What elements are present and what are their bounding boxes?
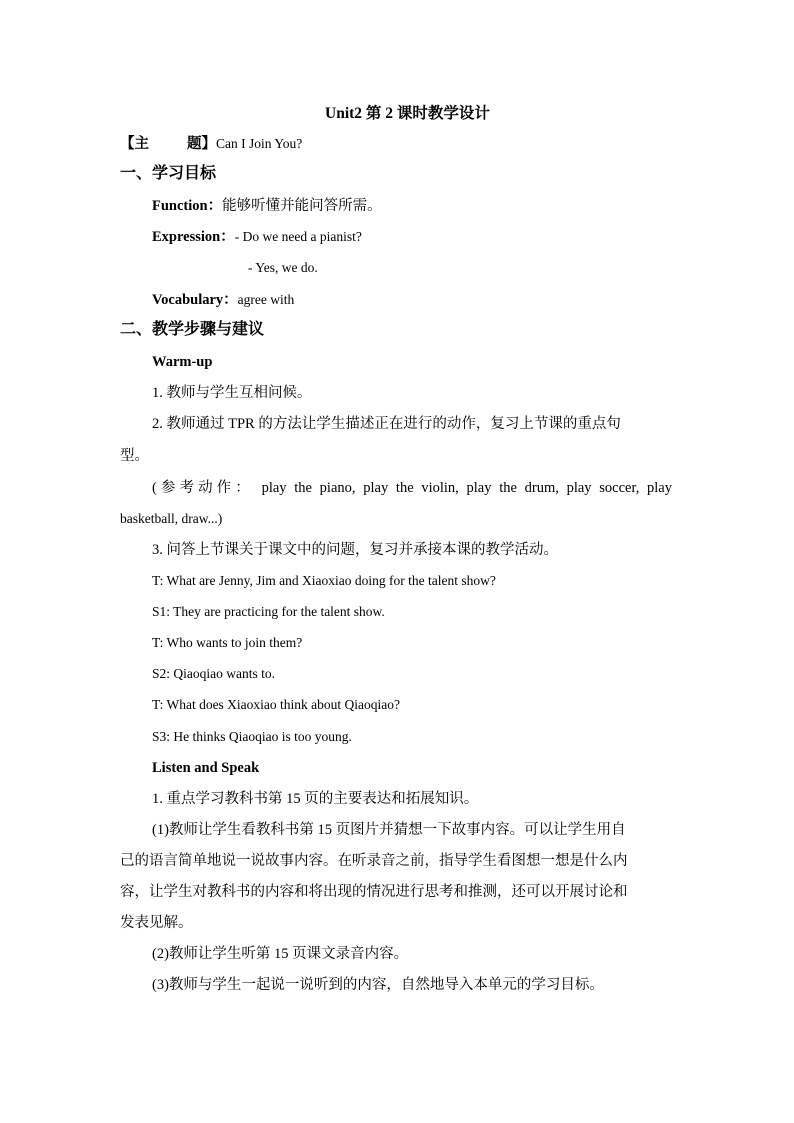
dialogue-line: T: What are Jenny, Jim and Xiaoxiao doing for the talent show?: [152, 573, 496, 588]
topic-line: [120, 134, 302, 154]
dialogue-line: S3: He thinks Qiaoqiao is too young.: [152, 729, 352, 744]
vocabulary-value: agree with: [237, 292, 295, 307]
warmup-item-3: 3. 问答上节课关于课文中的问题，复习并承接本课的教学活动。: [152, 542, 558, 558]
reference-actions-line-2: basketball, draw...): [120, 511, 223, 526]
function-line: [152, 196, 382, 216]
expression-line: [152, 227, 362, 247]
dialogue-line: S1: They are practicing for the talent show.: [152, 604, 385, 619]
expression-value-1: - Do we need a pianist?: [234, 229, 362, 244]
expression-label: Expression：: [152, 229, 235, 245]
dialogue-line: T: What does Xiaoxiao think about Qiaoqiao?: [152, 697, 401, 712]
listen-paragraph-1-line-3: 容，让学生对教科书的内容和将出现的情况进行思考和推测，还可以开展讨论和: [120, 884, 628, 900]
warmup-label: Warm-up: [152, 354, 213, 370]
dialogue-line: S2: Qiaoqiao wants to.: [152, 666, 275, 681]
topic-label-close: 题】: [187, 136, 216, 152]
listen-speak-label: Listen and Speak: [152, 760, 260, 776]
section-heading-objectives: 一、学习目标: [120, 165, 217, 182]
listen-paragraph-1-line-2: 己的语言简单地说一说故事内容。在听录音之前，指导学生看图想一想是什么内: [120, 853, 628, 869]
listen-paragraph-2: (2)教师让学生听第 15 页课文录音内容。: [152, 946, 409, 962]
document-title: Unit2 第 2 课时教学设计: [325, 105, 490, 122]
reference-actions-line-1: (参考动作： play the piano, play the violin, play the drum, play soccer, play: [152, 480, 672, 496]
listen-item-1: 1. 重点学习教科书第 15 页的主要表达和拓展知识。: [152, 791, 479, 807]
topic-value: Can I Join You?: [216, 136, 303, 151]
vocabulary-line: [152, 290, 294, 310]
vocabulary-label: Vocabulary：: [152, 292, 238, 308]
expression-line-2: - Yes, we do.: [248, 260, 318, 275]
function-value: 能够听懂并能问答所需。: [222, 198, 382, 214]
listen-paragraph-1-line-1: (1)教师让学生看教科书第 15 页图片并猜想一下故事内容。可以让学生用自: [152, 822, 626, 838]
warmup-item-2-line-2: 型。: [120, 448, 149, 464]
function-label: Function：: [152, 198, 223, 214]
listen-paragraph-3: (3)教师与学生一起说一说听到的内容，自然地导入本单元的学习目标。: [152, 977, 604, 993]
dialogue-line: T: Who wants to join them?: [152, 635, 303, 650]
listen-paragraph-1-line-4: 发表见解。: [120, 915, 193, 931]
warmup-item-1: 1. 教师与学生互相问候。: [152, 385, 312, 401]
warmup-item-2-line-1: 2. 教师通过 TPR 的方法让学生描述正在进行的动作，复习上节课的重点句: [152, 416, 621, 432]
topic-label-open: 【主: [120, 136, 149, 152]
section-heading-steps: 二、教学步骤与建议: [120, 321, 265, 338]
